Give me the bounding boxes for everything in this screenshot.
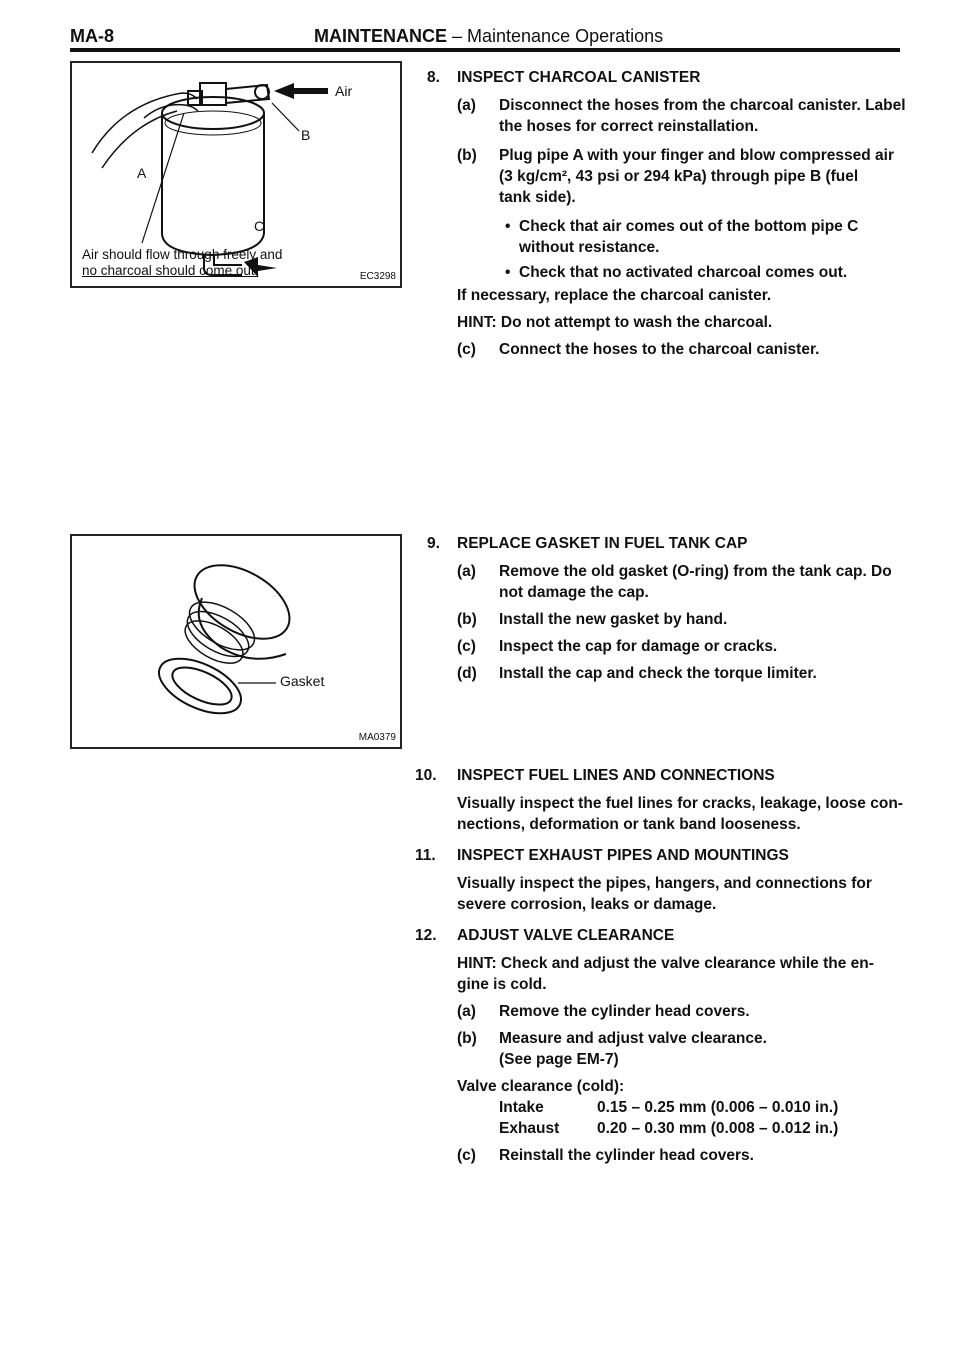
step-12c-label: (c) — [457, 1147, 476, 1164]
section-8-number: 8. — [427, 69, 440, 86]
check-bullet-1-line1: Check that air comes out of the bottom pipe C — [519, 218, 859, 235]
check-bullet-1 — [427, 216, 907, 258]
step-8b-line2: (3 kg/cm², 43 psi or 294 kPa) through pipe B (fuel — [499, 168, 859, 185]
step-9d-label: (d) — [457, 665, 477, 682]
section-10-number: 10. — [415, 767, 437, 784]
section-11-line1: Visually inspect the pipes, hangers, and connections for — [457, 875, 872, 892]
callout-gasket: Gasket — [280, 673, 325, 689]
step-9d — [427, 663, 907, 684]
section-9 — [427, 533, 907, 684]
step-12b — [427, 1028, 907, 1070]
section-10-heading — [415, 765, 907, 789]
figure1-code: EC3298 — [359, 271, 396, 282]
section-12 — [415, 925, 907, 1166]
step-8b-line3: tank side). — [499, 189, 576, 206]
header-title — [314, 26, 663, 47]
check-bullet-2 — [427, 262, 907, 283]
check-bullet-1-line2: without resistance. — [519, 239, 660, 256]
intake-spec-row — [427, 1097, 907, 1118]
step-8b — [427, 145, 907, 208]
bullet-dot: • — [505, 264, 511, 281]
canister-figure — [70, 61, 402, 288]
section-11-title: INSPECT EXHAUST PIPES AND MOUNTINGS — [457, 847, 789, 864]
section-11 — [415, 845, 907, 915]
section-8-title: INSPECT CHARCOAL CANISTER — [457, 69, 701, 86]
step-8a-line1: Disconnect the hoses from the charcoal canister. Label — [499, 97, 906, 114]
check-bullet-2-text: Check that no activated charcoal comes out. — [519, 264, 848, 281]
intake-value: 0.15 – 0.25 mm (0.006 – 0.010 in.) — [597, 1099, 839, 1116]
step-12a-label: (a) — [457, 1003, 476, 1020]
section-10-title: INSPECT FUEL LINES AND CONNECTIONS — [457, 767, 775, 784]
step-12a-text: Remove the cylinder head covers. — [499, 1003, 750, 1020]
valve-clearance-title: Valve clearance (cold): — [457, 1078, 625, 1095]
step-8c-text: Connect the hoses to the charcoal canister. — [499, 341, 820, 358]
section-12-number: 12. — [415, 927, 437, 944]
step-12c-text: Reinstall the cylinder head covers. — [499, 1147, 754, 1164]
header-subtitle: – Maintenance Operations — [447, 26, 664, 46]
callout-c: C — [254, 218, 265, 234]
section-10-line1: Visually inspect the fuel lines for cracks, leakage, loose con- — [457, 795, 903, 812]
exhaust-spec-row — [427, 1118, 907, 1139]
section-12-hint-line2: gine is cold. — [457, 976, 547, 993]
tank-cap-illustration — [72, 536, 400, 747]
step-9a-label: (a) — [457, 563, 476, 580]
section-12-heading — [415, 925, 907, 949]
step-12b-line2: (See page EM-7) — [499, 1051, 619, 1068]
step-9a-line1: Remove the old gasket (O-ring) from the tank cap. Do — [499, 563, 892, 580]
step-9a — [427, 561, 907, 603]
section-8-hint: HINT: Do not attempt to wash the charcoal. — [457, 314, 773, 331]
exhaust-label: Exhaust — [499, 1120, 560, 1137]
step-9a-line2: not damage the cap. — [499, 584, 649, 601]
page-header — [70, 26, 900, 48]
step-12a — [427, 1001, 907, 1022]
step-9b-label: (b) — [457, 611, 477, 628]
section-10-line2: nections, deformation or tank band looseness. — [457, 816, 801, 833]
section-12-hint-line1: HINT: Check and adjust the valve clearance while the en- — [457, 955, 874, 972]
callout-b: B — [301, 127, 311, 143]
step-8b-label: (b) — [457, 147, 477, 164]
page-id: MA-8 — [70, 26, 114, 46]
section-11-heading — [415, 845, 907, 869]
callout-a: A — [137, 165, 147, 181]
step-9c-label: (c) — [457, 638, 476, 655]
step-8a-label: (a) — [457, 97, 476, 114]
section-8-note: If necessary, replace the charcoal canister. — [457, 287, 772, 304]
figure2-code: MA0379 — [358, 732, 396, 743]
step-9c-text: Inspect the cap for damage or cracks. — [499, 638, 778, 655]
figure1-caption-line1: Air should flow through freely and — [82, 247, 283, 262]
exhaust-value: 0.20 – 0.30 mm (0.008 – 0.012 in.) — [597, 1120, 839, 1137]
step-9b-text: Install the new gasket by hand. — [499, 611, 728, 628]
header-section: MAINTENANCE — [314, 26, 447, 46]
header-rule — [70, 48, 900, 52]
figure1-caption-line2: no charcoal should come out. — [82, 263, 259, 278]
section-11-line2: severe corrosion, leaks or damage. — [457, 896, 717, 913]
step-8b-line1: Plug pipe A with your finger and blow compressed air — [499, 147, 895, 164]
step-12b-line1: Measure and adjust valve clearance. — [499, 1030, 767, 1047]
section-11-number: 11. — [415, 847, 436, 864]
step-12b-label: (b) — [457, 1030, 477, 1047]
section-8-heading — [427, 67, 907, 91]
step-8c-label: (c) — [457, 341, 476, 358]
step-9c — [427, 636, 907, 657]
step-8c — [427, 339, 907, 360]
step-12c — [427, 1145, 907, 1166]
section-12-title: ADJUST VALVE CLEARANCE — [457, 927, 675, 944]
section-10 — [415, 765, 907, 835]
section-9-title: REPLACE GASKET IN FUEL TANK CAP — [457, 535, 748, 552]
step-8a — [427, 95, 907, 137]
section-9-number: 9. — [427, 535, 440, 552]
step-8a-line2: the hoses for correct reinstallation. — [499, 118, 759, 135]
intake-label: Intake — [499, 1099, 544, 1116]
bullet-dot: • — [505, 218, 511, 235]
section-8 — [427, 67, 907, 360]
step-9b — [427, 609, 907, 630]
callout-air: Air — [335, 83, 353, 99]
section-9-heading — [427, 533, 907, 557]
step-9d-text: Install the cap and check the torque limiter. — [499, 665, 817, 682]
tank-cap-figure — [70, 534, 402, 749]
